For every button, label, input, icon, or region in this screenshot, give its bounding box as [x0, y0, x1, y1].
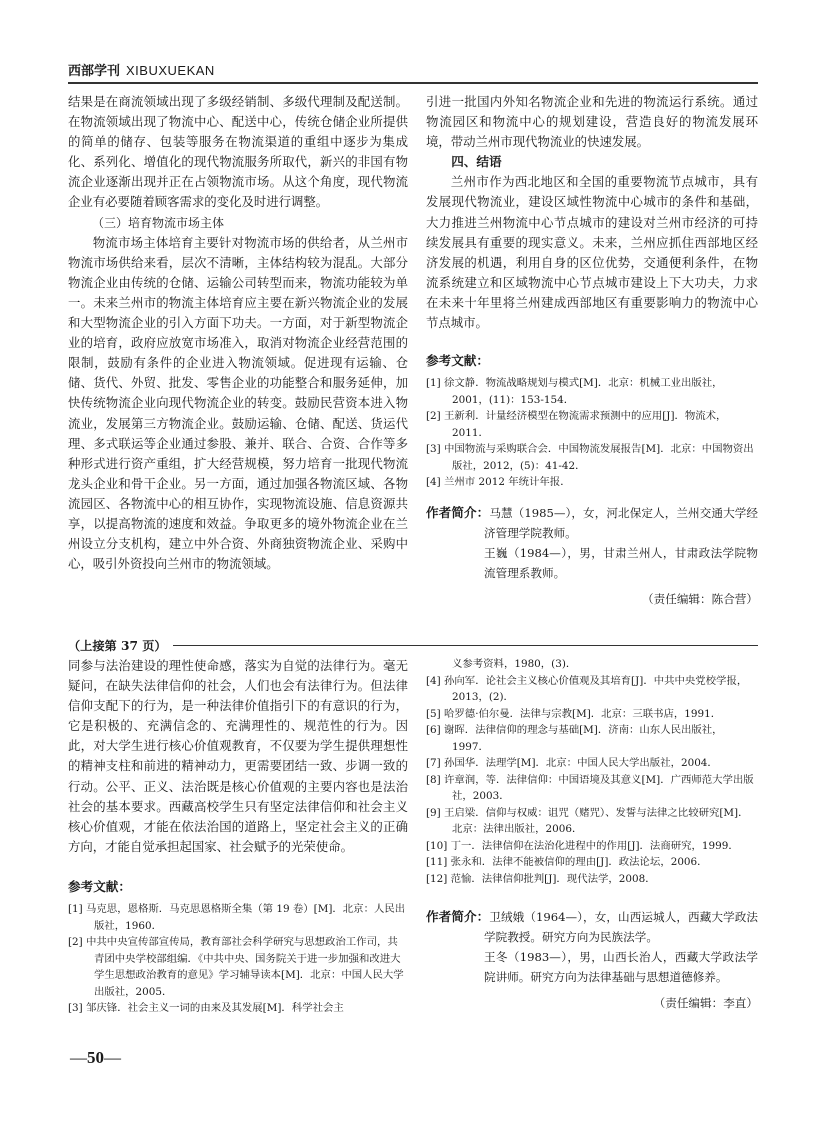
- references-title: 参考文献：: [426, 353, 489, 369]
- reference-item: [4] 孙向军．论社会主义核心价值观及其培育[J]．中共中央党校学报，2013，(2)．: [426, 674, 748, 703]
- author-bio: 马慧（1985—），女，河北保定人，兰州交通大学经济管理学院教师。: [484, 505, 758, 540]
- header-rule: [68, 82, 758, 84]
- reference-item: [4] 兰州市 2012 年统计年报．: [426, 476, 571, 489]
- paragraph: 引进一批国内外知名物流企业和先进的物流运行系统。通过物流园区和物流中心的规划建设，营造良好的物流发展环境，带动兰州市现代物流业的快速发展。: [426, 94, 758, 150]
- section-heading: 四、结语: [451, 154, 502, 170]
- author-bio: 卫绒娥（1964—），女，山西运城人，西藏大学政法学院教授。研究方向为民族法学。: [484, 910, 758, 944]
- running-header: [68, 60, 215, 79]
- author-bio: 王巍（1984—），男，甘肃兰州人，甘肃政法学院物流管理系教师。: [484, 545, 758, 580]
- editor-note: （责任编辑：李直）: [653, 996, 758, 1010]
- reference-item: [1] 马克思，恩格斯．马克思恩格斯全集（第 19 卷）[M]．北京：人民出版社，1960．: [68, 903, 406, 932]
- subsection-heading: （三）培育物流市场主体: [92, 215, 225, 230]
- references-list: [68, 901, 408, 1017]
- journal-title-en: XIBUXUEKAN: [126, 63, 215, 78]
- reference-item: [10] 丁一．法律信仰在法治化进程中的作用[J]．法商研究，1999．: [426, 839, 739, 852]
- author-info: [426, 503, 758, 583]
- references-title: 参考文献：: [68, 878, 131, 894]
- reference-item: [3] 邹庆锋．社会主义一词的由来及其发展[M]．科学社会主: [68, 1002, 344, 1015]
- top-right-column: [426, 92, 758, 609]
- reference-item: [8] 许章润，等．法律信仰：中国语境及其意义[M]．广西师范大学出版社，2003．: [426, 773, 754, 802]
- author-label: 作者简介：: [426, 504, 490, 520]
- paragraph: 同参与法治建设的理性使命感，落实为自觉的法律行为。毫无疑问，在缺失法律信仰的社会，人们也会有法律行为。但法律信仰支配下的行为，是一种法律价值指引下的有意识的行为，它是积极的、充满信念的、充满理性的、规范性的行为。因此，对大学生进行核心价值观教育，不仅要为学生提供理想性的精神支柱和前进的精神动力，更需要团结一致、步调一致的行动。公平、正义、法治既是核心价值观的主要内容也是法治社会的基本要求。西藏高校学生只有坚定法律信仰和社会主义核心价值观，才能在依法治国的道路上，坚定社会主义的正确方向，才能自觉承担起国家、社会赋予的光荣使命。: [68, 658, 408, 854]
- bottom-left-column: [68, 656, 408, 1017]
- reference-item: 义参考资料，1980，(3)．: [452, 658, 577, 670]
- reference-item: [1] 徐文静．物流战略规划与模式[M]．北京：机械工业出版社，2001，(11)：153-154．: [426, 377, 723, 406]
- reference-item: [12] 范愉．法律信仰批判[J]．现代法学，2008．: [426, 872, 656, 885]
- reference-item: [6] 谢晖．法律信仰的理念与基础[M]．济南：山东人民出版社，1997．: [426, 724, 723, 753]
- author-info: [426, 907, 758, 987]
- references-list: [426, 656, 758, 887]
- page-number: —50—: [70, 1048, 121, 1067]
- editor-note: （责任编辑：陈合营）: [642, 591, 758, 606]
- author-bio: 王冬（1983—），男，山西长治人，西藏大学政法学院讲师。研究方向为法律基础与思想道德修养。: [484, 950, 758, 984]
- reference-item: [2] 王新利．计量经济模型在物流需求预测中的应用[J]．物流术，2011．: [426, 410, 727, 439]
- paragraph: 结果是在商流领域出现了多级经销制、多级代理制及配送制。在物流领域出现了物流中心、配送中心，传统仓储企业所提供的简单的储存、包装等服务在物流渠道的重组中逐步为集成化、系列化、增值化的现代物流服务所取代，新兴的非国有物流企业逐渐出现并正在占领物流市场。从这个角度，现代物流企业有必要随着顾客需求的变化及时进行调整。: [68, 94, 408, 210]
- author-label: 作者简介：: [426, 909, 490, 924]
- journal-title-cn: 西部学刊: [68, 64, 121, 79]
- reference-item: [5] 哈罗德·伯尔曼．法律与宗教[M]．北京：三联书店，1991．: [426, 707, 722, 720]
- paragraph: 兰州市作为西北地区和全国的重要物流节点城市，具有发展现代物流业，建设区域性物流中心城市的条件和基础，大力推进兰州物流中心节点城市的建设对兰州市经济的可持续发展具有重要的现实意义。未来，兰州应抓住西部地区经济发展的机遇，利用自身的区位优势，交通便利条件，在物流系统建立和区域物流中心节点城市建设上下大功夫，力求在未来十年里将兰州建成西部地区有重要影响力的物流中心节点城市。: [426, 174, 758, 331]
- reference-item: [3] 中国物流与采购联合会．中国物流发展报告[M]．北京：中国物资出版社，2012，(5)：41-42．: [426, 443, 754, 472]
- reference-item: [11] 张永和．法律不能被信仰的理由[J]．政法论坛，2006．: [426, 856, 708, 868]
- paragraph: 物流市场主体培育主要针对物流市场的供给者，从兰州市物流市场供给来看，层次不清晰，主体结构较为混乱。大部分物流企业由传统的仓储、运输公司转型而来，物流功能较为单一。未来兰州市的物流主体培育应主要在新兴物流企业的发展和大型物流企业的引入方面下功夫。一方面，对于新型物流企业的培育，政府应放宽市场准入，取消对物流企业经营范围的限制，鼓励有条件的企业进入物流领域。促进现有运输、仓储、货代、外贸、批发、零售企业的功能整合和服务延伸，加快传统物流企业向现代物流企业的转变。鼓励民营资本进入物流业，发展第三方物流企业。鼓励运输、仓储、配送、货运代理、多式联运等企业通过参股、兼并、联合、合资、合作等多种形式进行资产重组，扩大经营规模，努力培育一批现代物流龙头企业和骨干企业。另一方面，通过加强各物流区域、各物流园区、各物流中心的相互协作，实现物流设施、信息资源共享，以提高物流的速度和效益。争取更多的境外物流企业在兰州设立分支机构，建立中外合资、外商独资物流企业、采购中心，吸引外资投向兰州市的物流领域。: [68, 234, 408, 572]
- continuation-label: （上接第 37 页）: [68, 637, 173, 654]
- top-left-column: [68, 92, 408, 574]
- bottom-right-column: [426, 656, 758, 1013]
- references-list: [426, 375, 758, 491]
- reference-item: [7] 孙国华．法理学[M]．北京：中国人民大学出版社，2004．: [426, 757, 718, 769]
- reference-item: [9] 王启梁．信仰与权威：诅咒（赌咒）、发誓与法律之比较研究[M]．北京：法律出版社，2006．: [426, 806, 749, 835]
- continuation-divider: [68, 641, 758, 651]
- reference-item: [2] 中共中央宣传部宣传局，教育部社会科学研究与思想政治工作司，共青团中央学校部组编．《中共中央、国务院关于进一步加强和改进大学生思想政治教育的意见》学习辅导读本[M]．北京：中国人民大学出版社，2005．: [68, 936, 404, 998]
